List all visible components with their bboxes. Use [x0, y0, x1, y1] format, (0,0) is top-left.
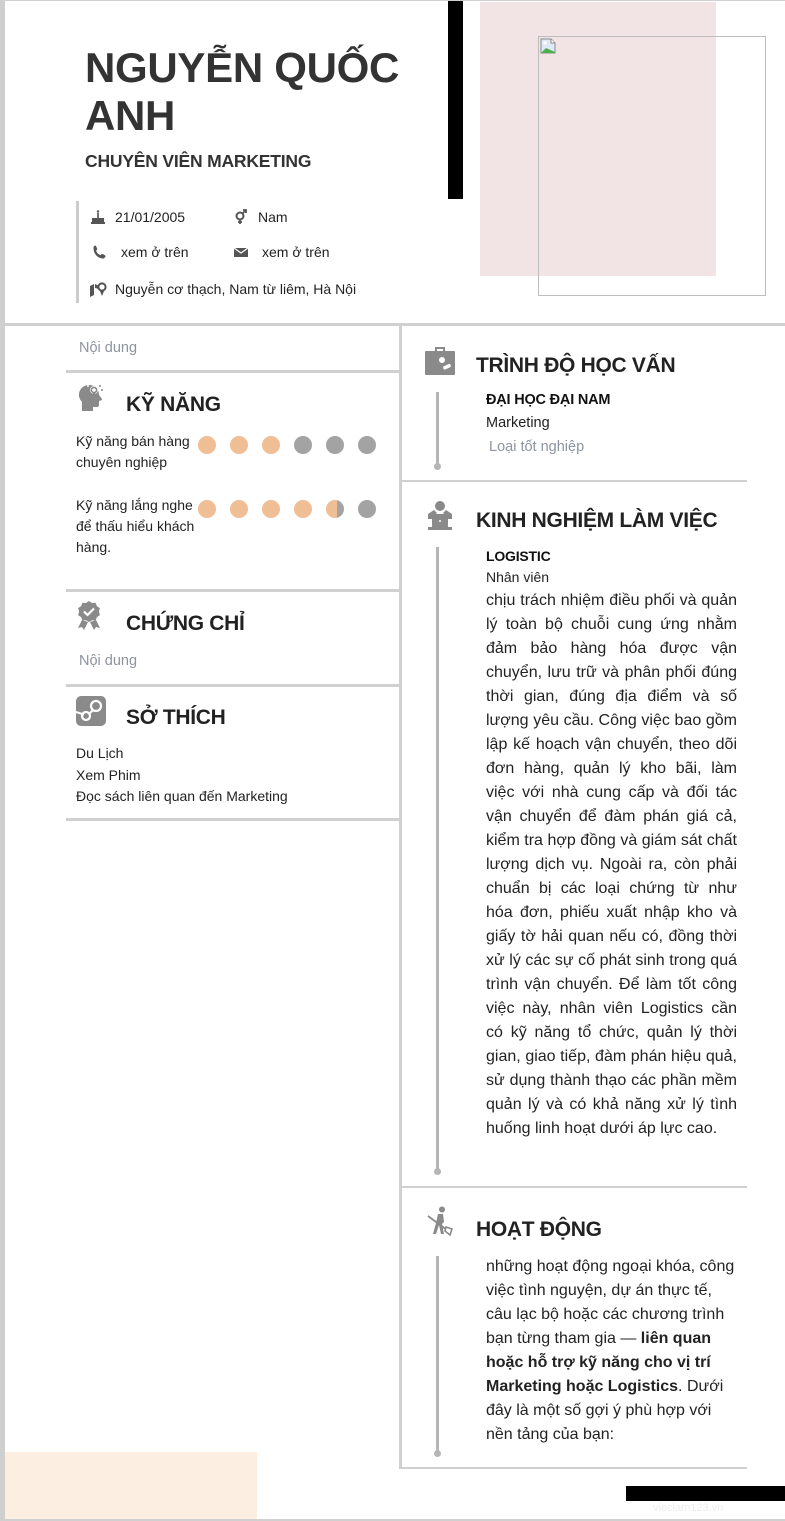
job-title: CHUYÊN VIÊN MARKETING: [85, 151, 312, 171]
certificates-placeholder[interactable]: Nội dung: [79, 653, 138, 669]
decorative-footer-bar: [626, 1486, 785, 1501]
intro-placeholder[interactable]: Nội dung: [79, 340, 138, 356]
section-divider: [66, 684, 399, 687]
timeline-dot: [434, 1168, 441, 1175]
activities-description: [486, 1255, 741, 1447]
email-item: [232, 243, 330, 261]
gender-value: Nam: [258, 209, 288, 225]
personal-info: [76, 201, 406, 303]
activities-text: những hoạt động ngoại khóa, công việc tình nguyện, dự án thực tế, câu lạc bộ hoặc các chương trình bạn từng tham gia —: [486, 1258, 735, 1347]
section-divider: [66, 370, 399, 373]
envelope-icon: [232, 243, 250, 261]
person-laptop-icon: [424, 500, 456, 532]
birthday-item: [89, 208, 185, 226]
activities-text: . Dưới đây là một số gợi ý phù hợp với nền tảng của bạn:: [486, 1378, 724, 1443]
email-value: xem ở trên: [262, 244, 330, 260]
experience-role: Nhân viên: [486, 569, 550, 585]
phone-icon: [91, 243, 109, 261]
certificates-title: CHỨNG CHỈ: [126, 612, 245, 635]
hobby-item: Đọc sách liên quan đến Marketing: [76, 788, 288, 804]
skill-rating[interactable]: [198, 436, 390, 454]
address-value: Nguyễn cơ thạch, Nam từ liêm, Hà Nội: [115, 281, 357, 297]
education-school: ĐẠI HỌC ĐẠI NAM: [486, 392, 611, 408]
suitcase-icon: [424, 345, 456, 377]
phone-item: [91, 243, 189, 261]
section-divider: [66, 589, 399, 592]
section-divider: [401, 1186, 747, 1188]
experience-description: chịu trách nhiệm điều phối và quản lý toàn bộ chuỗi cung ứng nhằm đảm bảo hàng hóa được vận chuyển, lưu trữ và phân phối đúng thời gian, đúng địa điểm và số lượng yêu cầu. Công việc bao gồm lập kế hoạch vận chuyển, theo dõi đơn hàng, quản lý kho bãi, làm việc với nhà cung cấp và đối tác vận chuyển để đàm phán giá cả, kiểm tra hợp đồng và giám sát chất lượng dịch vụ. Ngoài ra, còn phải chuẩn bị các loại chứng từ như hóa đơn, phiếu xuất nhập kho và giấy tờ hải quan nếu có, đồng thời xử lý các sự cố phát sinh trong quá trình vận chuyển. Để làm tốt công việc này, nhân viên Logistics cần có kỹ năng tổ chức, quản lý thời gian, giao tiếp, đàm phán hiệu quả, sử dụng thành thạo các phần mềm quản lý và có khả năng xử lý tình huống linh hoạt dưới áp lực cao.: [486, 592, 737, 1137]
header-divider: [5, 323, 785, 326]
rating-dot-filled[interactable]: [262, 436, 280, 454]
timeline-line: [436, 547, 439, 1171]
broken-image-icon: [540, 38, 556, 54]
head-lightbulb-icon: [75, 381, 107, 413]
hobby-item: Xem Phim: [76, 767, 141, 783]
section-divider: [401, 480, 747, 482]
activities-title: HOẠT ĐỘNG: [476, 1218, 602, 1241]
section-divider: [401, 1467, 747, 1469]
rating-dot-filled[interactable]: [198, 500, 216, 518]
skill-label: Kỹ năng bán hàng chuyên nghiệp: [76, 433, 190, 470]
experience-title: KINH NGHIỆM LÀM VIỆC: [476, 509, 718, 532]
gender-icon: [232, 208, 250, 226]
activities-text-bold: liên quan hoặc hỗ trợ kỹ năng cho vị trí Marketing hoặc Logistics: [486, 1330, 712, 1395]
skills-title: KỸ NĂNG: [126, 393, 221, 416]
rating-dot-filled[interactable]: [262, 500, 280, 518]
timeline-line: [436, 1256, 439, 1453]
address-item: [89, 280, 356, 298]
gender-item: [232, 208, 288, 226]
volunteer-shovel-icon: [424, 1206, 456, 1238]
hobbies-title: SỞ THÍCH: [126, 706, 226, 729]
watermark: vieclam123.vn: [653, 1502, 724, 1514]
skill-label: Kỹ năng lắng nghe để thấu hiểu khách hàng.: [76, 497, 195, 555]
decorative-peach-block: [5, 1452, 257, 1519]
timeline-line: [436, 392, 439, 466]
page-border-left: [0, 0, 5, 1521]
phone-value: xem ở trên: [121, 244, 189, 260]
timeline-dot: [434, 1450, 441, 1457]
timeline-dot: [434, 463, 441, 470]
rating-dot-filled[interactable]: [198, 436, 216, 454]
skill-rating[interactable]: [198, 500, 390, 518]
birthday-cake-icon: [89, 208, 107, 226]
rating-dot-empty[interactable]: [294, 436, 312, 454]
rating-dot-filled[interactable]: [230, 436, 248, 454]
education-major: Marketing: [486, 415, 550, 431]
steam-gamepad-icon: [75, 695, 107, 727]
rating-dot-empty[interactable]: [326, 436, 344, 454]
rating-dot-filled[interactable]: [230, 500, 248, 518]
experience-company: LOGISTIC: [486, 548, 551, 564]
rating-dot-empty[interactable]: [358, 436, 376, 454]
hobby-item: Du Lịch: [76, 745, 124, 761]
page-border-top: [0, 0, 785, 1]
rating-dot-filled[interactable]: [294, 500, 312, 518]
rating-dot-partial[interactable]: [326, 500, 344, 518]
section-divider: [66, 818, 399, 821]
award-badge-icon: [74, 600, 106, 632]
birthday-value: 21/01/2005: [115, 209, 186, 225]
education-title: TRÌNH ĐỘ HỌC VẤN: [476, 354, 676, 377]
rating-dot-empty[interactable]: [358, 500, 376, 518]
right-column-border: [399, 821, 402, 1469]
candidate-name: NGUYỄN QUỐC ANH: [85, 44, 400, 139]
education-grade-placeholder[interactable]: Loại tốt nghiệp: [489, 439, 585, 455]
map-pin-icon: [89, 280, 107, 298]
avatar-photo[interactable]: [538, 36, 766, 296]
column-divider: [399, 326, 402, 821]
decorative-black-bar: [448, 1, 463, 199]
